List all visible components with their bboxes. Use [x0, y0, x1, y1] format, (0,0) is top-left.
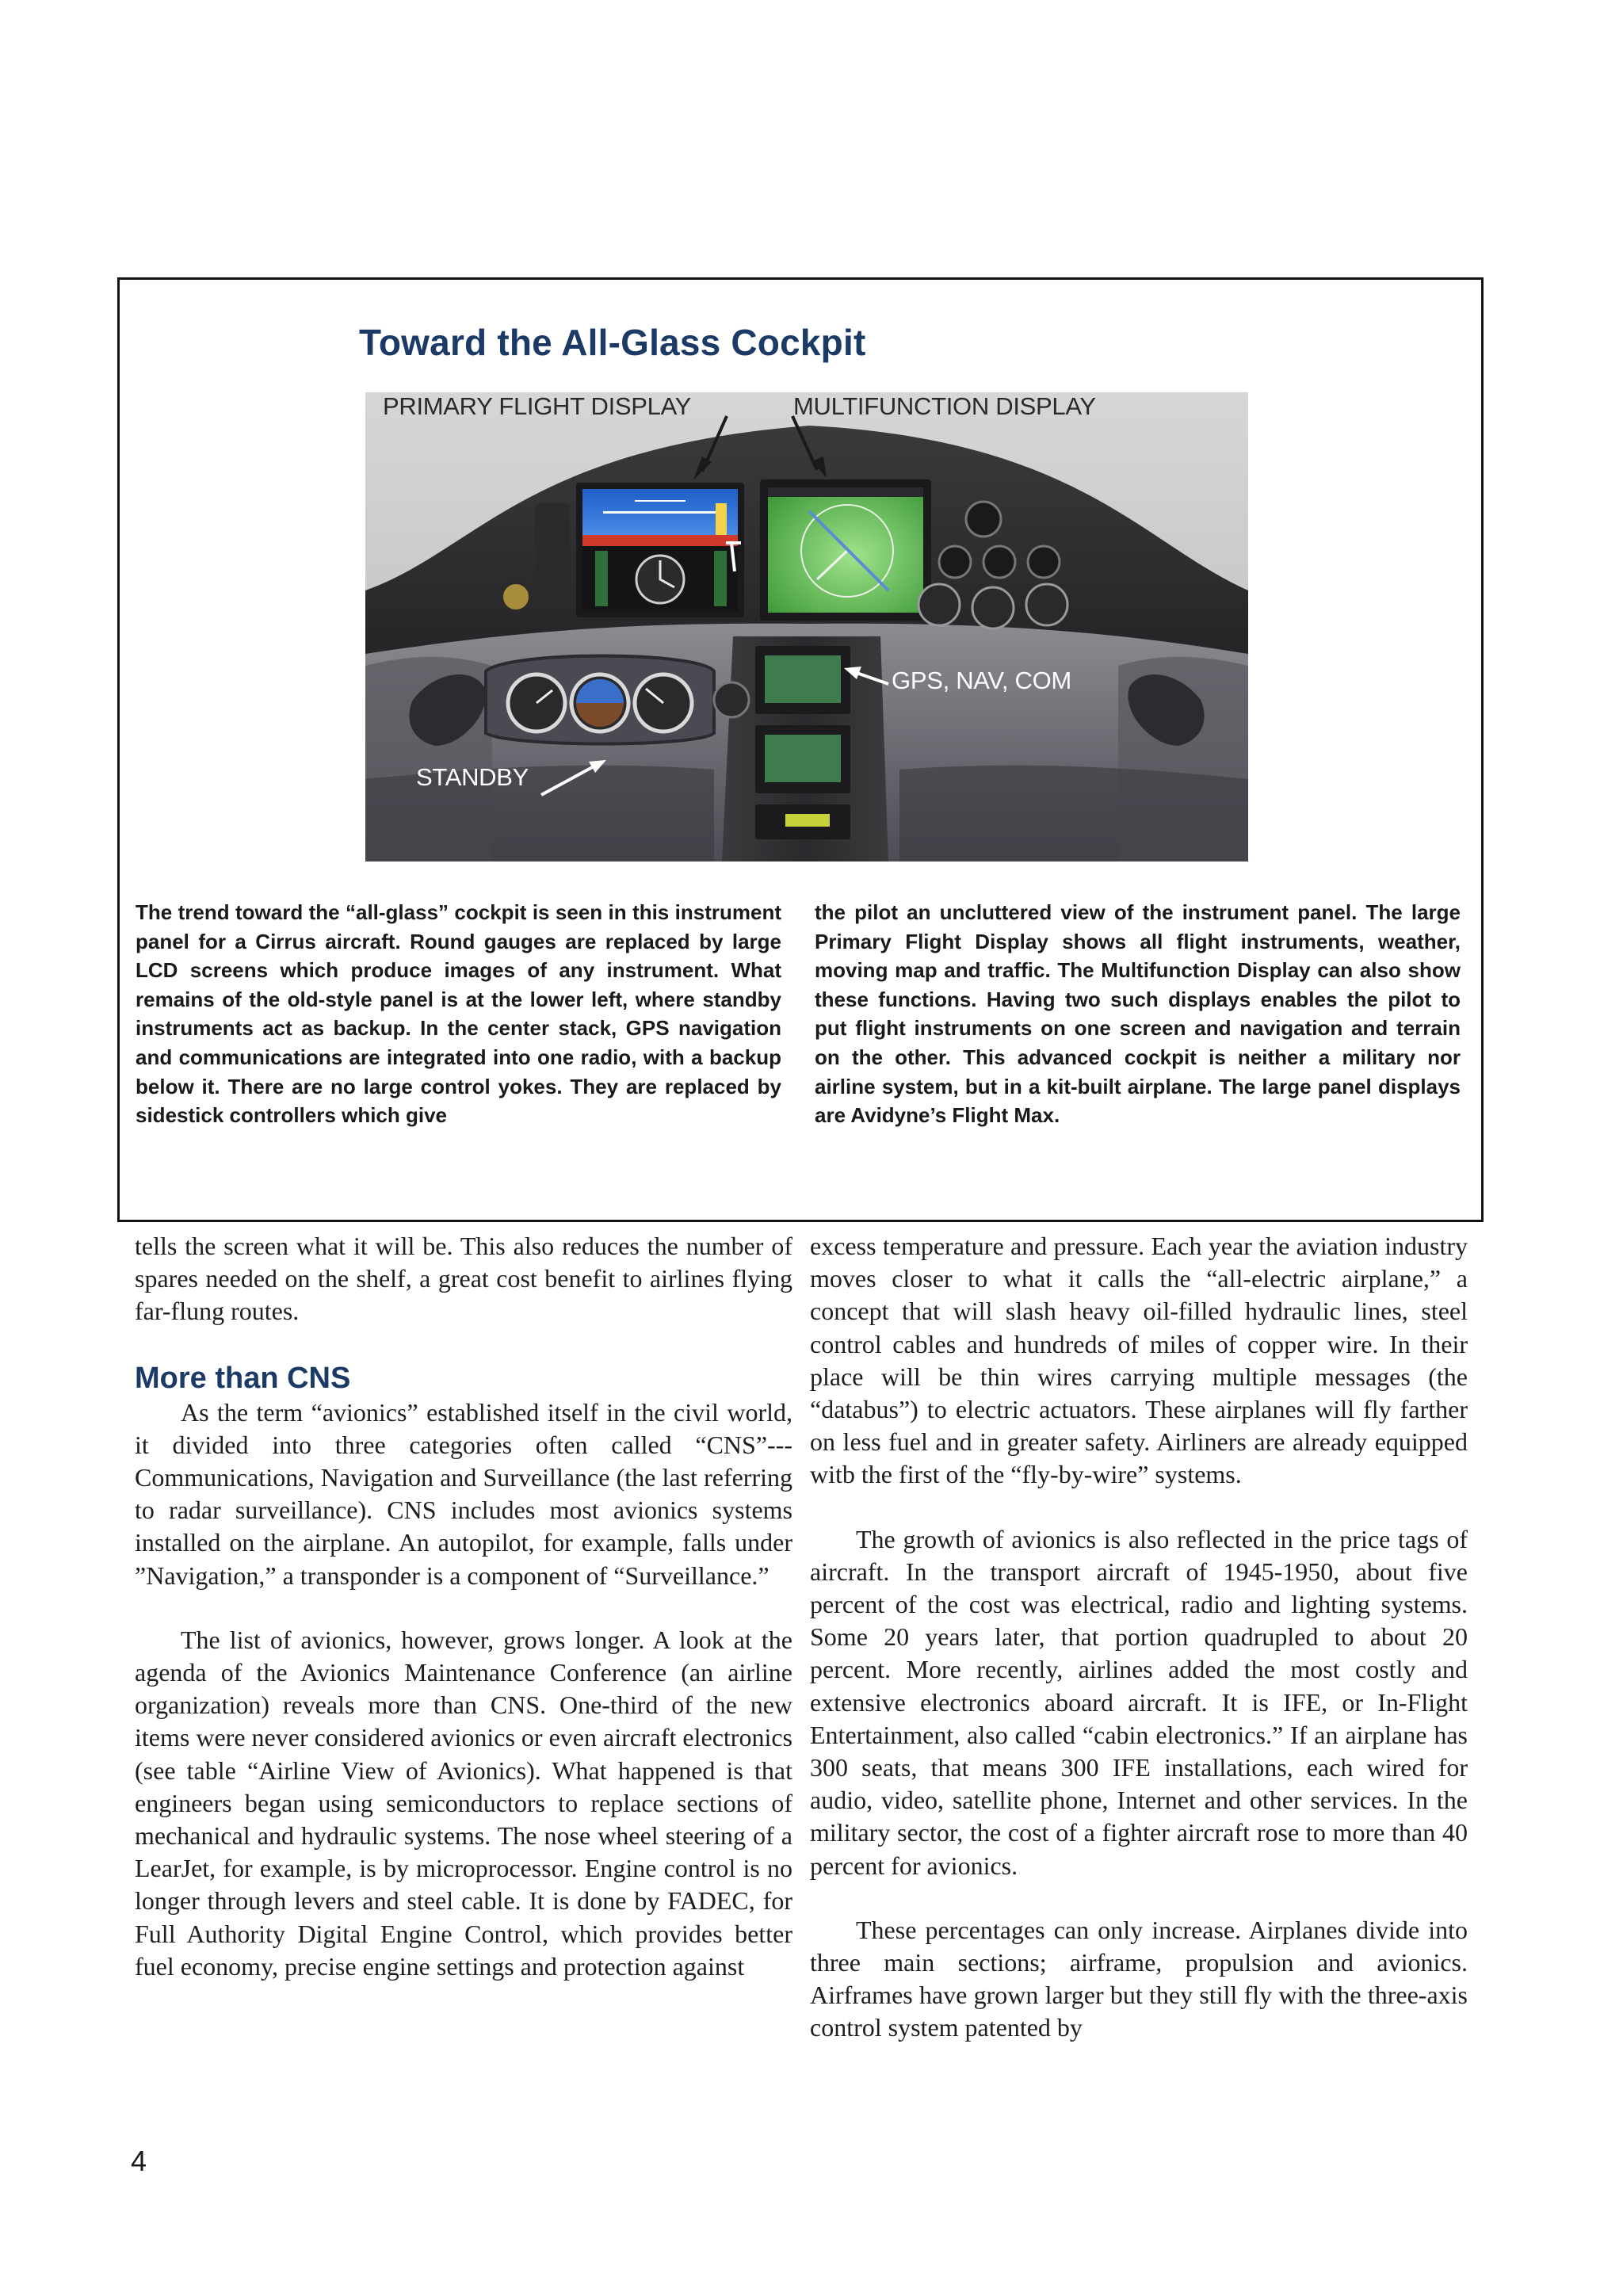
body-paragraph: The list of avionics, however, grows longer. A look at the agenda of the Avionics Maintenance Conference (an airline organization) reveals more than CNS. One-third of the new items were never considered avionics or even aircraft electronics (see table “Airline View of Avionics). What happened is that engineers began using semiconductors to replace sections of mechanical and hydraulic systems. The nose wheel steering of a LearJet, for example, is by microprocessor. Engine control is no longer through levers and steel cable. It is done by FADEC, for Full Authority Digital Engine Control, which provides better fuel economy, precise engine settings and protection against — [135, 1625, 792, 1981]
body-column-left — [135, 1230, 792, 1983]
page-number: 4 — [131, 2145, 147, 2177]
body-paragraph: As the term “avionics” established itself in the civil world, it divided into three categories often called “CNS”---Communications, Navigation and Surveillance (the last referring to radar surveillance). CNS includes most avionics systems installed on the airplane. An autopilot, for example, falls under ”Navigation,” a transponder is a component of “Surveillance.” — [135, 1397, 792, 1590]
label-primary-flight-display: PRIMARY FLIGHT DISPLAY — [383, 392, 692, 420]
caption-right: the pilot an uncluttered view of the instrument panel. The large Primary Flight Display shows all flight instruments, weather, moving map and traffic. The Multifunction Display can also show these functions. Having two such displays enables the pilot to put flight instruments on one screen and navigation and terrain on the other. This advanced cockpit is neither a military nor airline system, but in a kit-built airplane. The large panel displays are Avidyne’s Flight Max. — [815, 900, 1461, 1128]
label-standby: STANDBY — [416, 763, 529, 791]
caption-left: The trend toward the “all-glass” cockpit is seen in this instrument panel for a Cirrus aircraft. Round gauges are replaced by large LCD screens which produce images of any instrument. What remains of the old-style panel is at the lower left, where standby instruments act as backup. In the center stack, GPS navigation and communications are integrated into one radio, with a backup below it. There are no large control yokes. They are replaced by sidestick controllers which give — [136, 900, 781, 1128]
body-paragraph: These percentages can only increase. Airplanes divide into three main sections; airframe, propulsion and avionics. Airframes have grown larger but they still fly with the three-axis control system patented by — [810, 1915, 1468, 2042]
body-paragraph: excess temperature and pressure. Each year the aviation industry moves closer to what it calls the “all-electric airplane,” a concept that will slash heavy oil-filled hydraulic lines, steel control cables and hundreds of miles of copper wire. In their place will be thin wires carrying multiple messages (the “databus”) to electric actuators. These airplanes will fly farther on less fuel and in greater safety. Airliners are already equipped witb the first of the “fly-by-wire” systems. — [810, 1232, 1468, 1489]
sidebar-box — [117, 277, 1484, 1222]
body-paragraph: tells the screen what it will be. This also reduces the number of spares needed on the shelf, a great cost benefit to airlines flying far-flung routes. — [135, 1232, 792, 1326]
cockpit-photo — [365, 392, 1248, 861]
body-column-right — [810, 1230, 1468, 2045]
label-gps-nav-com: GPS, NAV, COM — [892, 667, 1071, 694]
label-multifunction-display: MULTIFUNCTION DISPLAY — [793, 392, 1096, 420]
body-paragraph: The growth of avionics is also reflected in the price tags of aircraft. In the transport aircraft of 1945-1950, about five percent of the cost was electrical, radio and lighting systems. Some 20 years later, that portion quadrupled to about 20 percent. More recently, airlines added the most costly and extensive electronics aboard aircraft. It is IFE, or In-Flight Entertainment, also called “cabin electronics.” If an airplane has 300 seats, that means 300 IFE installations, each wired for audio, video, satellite phone, Internet and other services. In the military sector, the cost of a fighter aircraft rose to more than 40 percent for avionics. — [810, 1524, 1468, 1880]
sidebar-title: Toward the All-Glass Cockpit — [359, 322, 866, 363]
section-heading: More than CNS — [135, 1361, 351, 1395]
